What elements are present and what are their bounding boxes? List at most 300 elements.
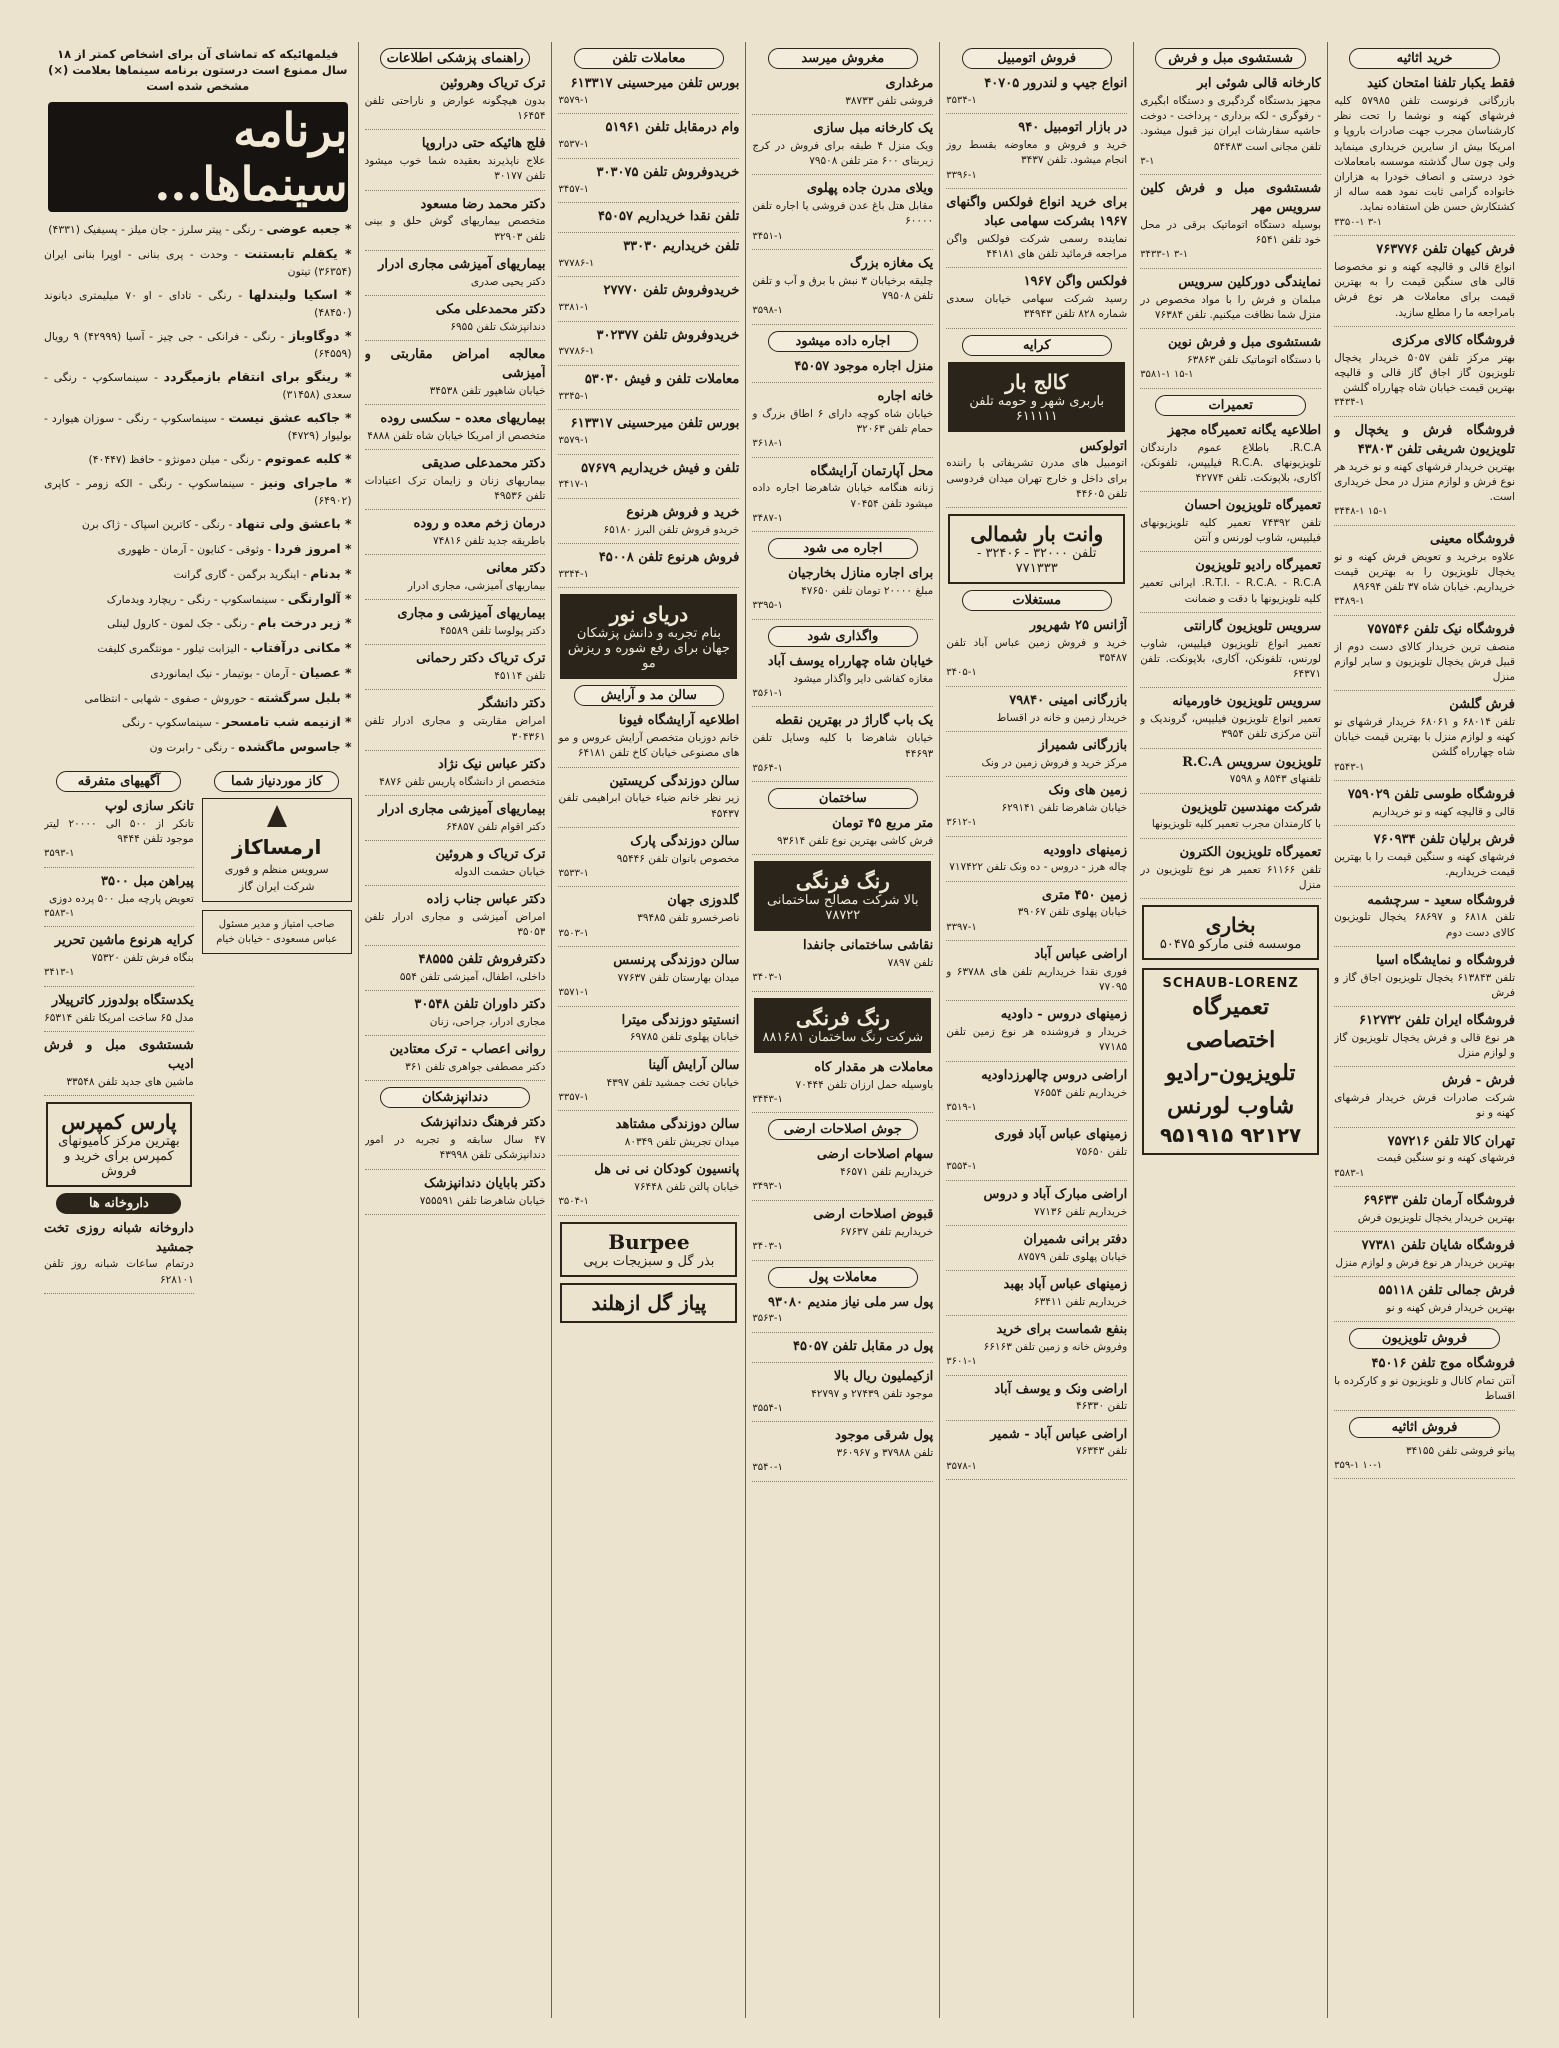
ad-title: تعمیرگاه رادیو تلویزیون [1195, 558, 1322, 574]
cinema-info: - رنگی - کاترین اسپاک - ژاک برن [81, 518, 236, 532]
ad-title: دکتر دانشگر [478, 696, 546, 712]
classified-ad [1334, 621, 1515, 692]
classified-ad [1334, 75, 1515, 236]
ad-code: ۳۴۰۵-۱ [946, 667, 977, 679]
classified-ad [1334, 241, 1515, 327]
classified-ad [1140, 497, 1321, 552]
ad-body: علاج ناپذیرند بعقیده شما خوب میشود تلفن ۳۰۱۷۷ [364, 155, 546, 183]
classified-ad [365, 1041, 546, 1081]
classified-ad [752, 712, 933, 782]
classified-ad [752, 653, 933, 708]
classified-ad [44, 873, 194, 928]
classified-ad [946, 119, 1127, 189]
classified-ad [752, 1059, 933, 1114]
ad-body: مرکز خرید و فروش زمین در ونک [981, 756, 1128, 769]
classified-ad [44, 798, 194, 868]
section-header: اجاره داده میشود [768, 331, 918, 352]
cinema-info: - وحدت - پری بنانی - اوپرا بنانی ایران (۳۶۳۵۴) تیتون [44, 248, 352, 278]
ad-title: مرغداری [885, 76, 934, 91]
ad-title: یک باب گاراژ در بهترین نقطه [775, 713, 934, 729]
ad-title: فروشگاه آرمان تلفن ۶۹۶۳۳ [1363, 1193, 1515, 1209]
ad-title: فروشگاه نیک تلفن ۷۵۷۵۴۶ [1367, 621, 1515, 637]
cinema-info: - رنگی - فرانکی - جی چیز - آسیا (۴۲۹۹۹) ۹ رویال (۶۴۵۵۹) [44, 329, 352, 360]
ad-code: ۳۴۹۳-۱ [752, 1181, 783, 1193]
ad-code: ۳۵۶۴-۱ [752, 762, 783, 774]
ad-title: زمینهای عباس آباد بهبد [1003, 1276, 1128, 1292]
classified-ad [946, 1006, 1127, 1061]
pharmacy-body: درتمام ساعات شبانه روز تلفن ۶۲۸۱۰۱ [44, 1258, 194, 1286]
ad-title: سرویس تلویزیون خاورمیانه [1172, 694, 1322, 710]
classified-ad [946, 194, 1127, 268]
cinema-info: - رنگی - جک لمون - کارول لینلی [107, 617, 258, 631]
ad-body: بهترین خریدار فرش کهنه و نو [1386, 1302, 1515, 1315]
ad-title: اتولوکس [1079, 438, 1128, 454]
cinema-info: - سینماسکوپ - رنگی - ریچارد ویدمارک [106, 592, 288, 606]
ad-code: ۳۶۱۸-۱ [752, 438, 783, 450]
ad-code: ۳۶۰۱-۱ [946, 1356, 977, 1368]
cinema-title: * یکقلم تابستنت [244, 246, 352, 262]
classified-ad [946, 737, 1127, 777]
gas-header: کاز موردنیاز شما [214, 771, 339, 792]
display-ad [754, 861, 931, 931]
ad-body: بازرگانی فرنوست تلفن ۵۷۹۸۵ کلیه فرشهای کهنه و نوشما را تحت نظر کارشناسان مجرب جهت صادرات باروپا و امریکا بیش از سایرین خریداری مینماید ولی چون سال گذشته موسسه بامعاملات خود درستی و انصاف خودرا به هزاران خانواده گرامی ثابت نمود همه ساله از کشتکارش حسن ظن استفاده نماید. [1334, 94, 1515, 214]
column-sales-rentals [745, 42, 939, 2018]
classified-ad [752, 937, 933, 992]
cinema-title: * زیر درخت بام [257, 615, 352, 631]
ad-code: ۳۴۰۳-۱ [752, 1241, 783, 1253]
ad-body: خیابان تخت جمشید تلفن ۴۳۹۷ [606, 1076, 740, 1089]
ad-code: ۳۵۰۴-۱ [558, 1196, 589, 1208]
section-header: مغروش میرسد [768, 48, 918, 69]
section-header: فروش تلویزیون [1349, 1328, 1499, 1349]
section-header: واگذاری شود [768, 626, 918, 647]
ad-title: گلدوزی جهان [667, 893, 740, 909]
display-ad-title: پیاز گل ازهلند [591, 1290, 707, 1315]
ad-title: پانسیون کودکان نی نی هل [594, 1162, 740, 1178]
ad-body: متخصص از دانشگاه پاریس تلفن ۴۸۷۶ [379, 775, 546, 788]
ad-body: مغازه کفاشی دایر واگذار میشود [793, 672, 934, 685]
ad-body: بیماریهای زنان و زایمان ترک اعتیادات تلفن ۴۹۵۳۶ [364, 474, 546, 502]
ad-title: زمینهای دروس - داودیه [1000, 1007, 1128, 1023]
ad-title: نمایندگی دورکلین سرویس [1178, 274, 1322, 290]
ad-body: تلفن ۷۴۳۹۲ تعمیر کلیه تلویزیونهای فیلیپس، شاوب لورنس و آنتن [1140, 517, 1322, 545]
ad-body: خرید و فروش زمین عباس آباد تلفن ۳۵۴۸۷ [946, 636, 1128, 665]
ad-title: خریدوفروش تلفن ۳۰۲۳۷۷ [596, 327, 740, 343]
classified-ad [558, 833, 739, 888]
cinema-listing [44, 474, 352, 509]
classified-ad [44, 992, 194, 1032]
ad-title: خیابان شاه چهارراه یوسف آباد [767, 653, 934, 669]
schaub-brand: SCHAUB-LORENZ [1162, 975, 1299, 991]
ad-title: سهام اصلاحات ارضی [816, 1147, 934, 1163]
ad-body: تلفن ۴۶۳۳۰ [1075, 1400, 1128, 1413]
classified-ad [1334, 892, 1515, 947]
cinema-info: - سینماسکوپ - رنگی - الکه زومر - کاپری (۶۴۹۰۲) [44, 477, 352, 508]
ad-title: سالن دوزندگی پرنسس [613, 953, 740, 969]
cinema-info: - وثوقی - کنایون - آرمان - ظهوری [117, 543, 275, 557]
ad-body: مجاری ادرار، جراحی، زنان [429, 1016, 546, 1029]
ad-title: بازرگانی شمیراز [1038, 737, 1128, 753]
ad-title: فروش هرنوع تلفن ۴۵۰۰۸ [598, 550, 740, 565]
ad-code: ۳۵۱۹-۱ [946, 1101, 977, 1113]
ad-body: تعمیر انواع تلویزیون فیلیپس، شاوب لورنس، تلفونکن، آکاری، بلاپونکت. تلفن ۶۴۳۷۱ [1140, 637, 1322, 681]
ad-title: دکتر محمد رضا مسعود [420, 196, 546, 212]
display-ad [1142, 905, 1319, 960]
cinema-info: - رنگی - پیتر سلرز - جان میلز - پسیفیک (۴۳۳۱) [48, 223, 267, 237]
ad-title: سالن دوزندگی پارک [630, 833, 740, 849]
ad-title: فرش گلشن [1449, 697, 1515, 713]
classified-ad [558, 415, 739, 454]
cinema-title: * آلوارنگی [287, 590, 352, 606]
ad-body: ماشین های جدید تلفن ۳۳۵۴۸ [66, 1075, 194, 1088]
ad-title: دکتر محمدعلی صدیقی [421, 455, 546, 471]
ad-title: فلج هائیکه حتی دراروپا [421, 136, 546, 152]
ad-title: بورس تلفن میرحسینی ۶۱۳۳۱۷ [570, 416, 740, 432]
ad-title: بیماریهای آمیزشی مجاری ادرار [378, 256, 546, 272]
ad-body: تلفن ۷۸۹۷ [887, 957, 934, 970]
classified-ad [1334, 531, 1515, 616]
ad-title: متر مربع ۴۵ تومان [832, 816, 934, 832]
ad-title: دکتر فرهنگ دندانپزشک [420, 1115, 546, 1131]
ad-body: خریداریم تلفن ۶۷۶۳۷ [840, 1225, 934, 1238]
ad-body: باطریقه جدید تلفن ۷۴۸۱۶ [432, 535, 546, 548]
classified-ad [365, 1114, 546, 1169]
section-header: شستشوی مبل و فرش [1155, 48, 1305, 69]
ad-body: علاوه برخرید و تعویض فرش کهنه و نو یخچال تلویزیون را به بهترین قیمت خریداریم. خیابان شاه ۳۷ تلفن ۸۹۶۹۴ [1334, 550, 1515, 593]
ad-body: خریداریم تلفن ۷۶۵۵۴ [1033, 1086, 1128, 1099]
ad-body: مبلمان و فرش را با مواد مخصوص در منزل شما نظافت میکنیم. تلفن ۷۶۳۸۴ [1140, 293, 1322, 321]
classified-ad [1334, 1192, 1515, 1232]
ad-body: تلفن ۳۷۹۸۸ و ۳۶۰۹۶۷ [836, 1447, 934, 1460]
ad-body: انواع قالی و قالیچه کهنه و نو مخصوصا قالی های سنگین قیمت را به بهترین قیمت برای معاملات هر نوع فرش بامراجعه ما را مطلع سازید. [1334, 260, 1515, 319]
classified-ad [365, 346, 546, 405]
cinema-info: - رنگی - رابرت ون [149, 741, 239, 755]
ad-body: داخلی، اطفال، آمیزشی تلفن ۵۵۴ [399, 971, 546, 984]
classified-ad [365, 135, 546, 190]
ad-body: خیابان شاهرضا تلفن ۶۲۹۱۴۱ [1001, 801, 1128, 814]
classified-ad [1140, 693, 1321, 748]
cinema-age-note: فیلمهائیکه که تماشای آن برای اشخاص کمتر از ۱۸ سال ممنوع است درستون برنامه سینماها بعلامت (×) مشخص شده است [48, 47, 348, 94]
cinema-title: * باعشق ولی تنهاد [235, 516, 352, 532]
pars-title: پارس کمپرس [61, 1109, 177, 1134]
classified-ad [365, 951, 546, 991]
ad-title: زمینهای داوودیه [1043, 842, 1128, 858]
column-container [38, 42, 1521, 2018]
display-ad-body: باربری شهر و حومه تلفن ۶۱۱۱۱۱ [969, 393, 1105, 424]
cinema-info: - الیزابت تیلور - مونتگمری کلیفت [97, 642, 251, 656]
ad-body: متخصص از امریکا خیابان شاه تلفن ۴۸۸۸ [367, 429, 546, 442]
ad-body: تعویض پارچه مبل ۵۰۰ پرده دوزی [48, 892, 194, 905]
classified-ad [1140, 844, 1321, 899]
ad-body: بنگاه فرش تلفن ۷۵۳۲۰ [91, 952, 194, 965]
cinema-info: - سینماسکوپ - رنگی - سوزان هیوارد - بولیوار (۴۷۲۹) [44, 411, 352, 442]
cinema-banner: برنامه سینماها... [48, 102, 348, 212]
classified-ad [946, 946, 1127, 1001]
classified-ad [752, 1368, 933, 1423]
classified-ad [558, 164, 739, 203]
classified-ad [946, 1231, 1127, 1271]
ad-body: بهترین خریدار فرشهای کهنه و نو خرید هر نوع فرش و لوازم منزل در محل خریداری است. [1334, 460, 1515, 503]
ad-code: ۳۳۴۴-۱ [558, 568, 589, 580]
cinema-title: * جاکبه عشق نیست [228, 409, 352, 425]
section-header: دندانپزشکان [380, 1087, 530, 1108]
column-phone-trades [551, 42, 745, 2018]
ad-code: ۳۴۳۴-۱ [1334, 397, 1365, 409]
classified-ad [946, 617, 1127, 687]
ad-body: تلفن ۶۸۱۸ و ۶۸۶۹۷ یخچال تلویزیون کالای دست دوم [1334, 911, 1515, 939]
classified-ad [1334, 831, 1515, 886]
classified-ad [946, 1381, 1127, 1421]
classified-ad [752, 388, 933, 458]
ad-title: فروشگاه سعید - سرچشمه [1367, 892, 1515, 908]
ad-title: در بازار اتومبیل ۹۴۰ [1018, 120, 1128, 136]
classified-ad [365, 891, 546, 946]
ad-title: فروشگاه و نمایشگاه اسیا [1375, 952, 1515, 968]
cinema-listing [44, 515, 352, 534]
section-header: معاملات تلفن [574, 48, 724, 69]
ad-code: ۳۷۷۸۶-۱ [558, 346, 595, 358]
classified-ad [558, 952, 739, 1007]
cinema-title: * جعبه عوضی [266, 221, 352, 237]
ad-title: نقاشی ساختمانی جانفدا [802, 938, 934, 954]
classified-ad [1140, 557, 1321, 612]
classified-ad [365, 256, 546, 296]
display-ad-title: رنگ فرنگی [795, 1005, 890, 1030]
ad-code: ۳۵۷۱-۱ [558, 987, 589, 999]
section-header: کرایه [962, 335, 1112, 356]
ad-body: میدان تجریش تلفن ۸۰۳۴۹ [624, 1136, 740, 1149]
display-ad-title: دریای نور [609, 602, 689, 627]
ad-code: ۳۳۵۷-۱ [558, 1091, 589, 1103]
ad-body: موجود تلفن ۲۷۴۳۹ و ۴۲۷۹۷ [811, 1387, 934, 1400]
ad-title: برای خرید انواع فولکس واگنهای ۱۹۶۷ بشرکت سهامی عباد [946, 195, 1128, 229]
ad-code: ۳۷۷۸۶-۱ [558, 257, 595, 269]
ad-body: بدون هیچگونه عوارض و ناراحتی تلفن ۱۶۴۵۴ [364, 94, 546, 123]
ad-title: زمین های ونک [1048, 782, 1128, 798]
ad-title: فقط یکبار تلفنا امتحان کنید [1367, 76, 1515, 91]
ad-body: مبلغ ۲۰۰۰۰ تومان تلفن ۴۷۶۵۰ [801, 585, 934, 598]
pharmacy-title: داروخانه شبانه روزی تخت جمشید [44, 1220, 194, 1255]
cinema-title: * مکانی درآفتاب [250, 640, 352, 656]
ad-title: بیماریهای آمیزشی و مجاری [397, 606, 546, 622]
ad-body: دکتر یحیی صدری [470, 275, 546, 288]
classified-ad [1140, 618, 1321, 689]
cinema-info: - حوروش - صفوی - شهابی - انتظامی [84, 691, 258, 705]
ad-title: اراضی مبارک آباد و دروس [983, 1186, 1128, 1202]
column-cinema [38, 42, 358, 2018]
ad-body: مجهز بدستگاه گردگیری و دستگاه ابگیری - رفوگری - لکه برداری - پرداخت - دوخت حاشیه سفارشات ایران نیز قبول میشود. تلفن مجانی است ۵۴۴۸۳ [1140, 94, 1322, 153]
classified-ad [44, 1037, 194, 1096]
gas-section [202, 765, 352, 1299]
ad-title: فولکس واگن ۱۹۶۷ [1023, 274, 1128, 290]
ad-code: ۳۴۰۳-۱ [752, 972, 783, 984]
ad-title: تلفن نقدا خریداریم ۴۵۰۵۷ [598, 209, 740, 225]
ad-title: تلفن و فیش خریداریم ۵۷۶۷۹ [581, 460, 740, 476]
display-ad [948, 514, 1125, 584]
ad-body: امراض آمیزشی و مجاری ادرار تلفن ۳۵۰۵۳ [364, 910, 546, 938]
ad-code: ۳۴۸۹-۱ [1334, 596, 1365, 608]
ad-title: یک مغازه بزرگ [849, 256, 934, 272]
classified-ad [365, 75, 546, 130]
ad-title: اراضی عباس آباد [1034, 947, 1128, 963]
display-ad [560, 1222, 737, 1277]
classified-ad [558, 712, 739, 767]
ad-title: فروشگاه طوسی تلفن ۷۵۹۰۲۹ [1347, 787, 1515, 803]
ad-body: خیابان پالتن تلفن ۷۶۴۴۸ [634, 1181, 740, 1194]
ad-code: ۳۵۸۱-۱ ۱۵-۱ [1140, 369, 1194, 381]
ad-body: خریداریم تلفن ۷۷۱۳۶ [1033, 1205, 1128, 1218]
ad-code: ۳۵۸۳-۱ [1334, 1167, 1365, 1179]
ad-body: تلفن ۶۱۳۸۴۳ یخچال تلویزیون اجاق گاز و فرش [1334, 971, 1515, 999]
classified-ad [558, 119, 739, 158]
ad-body: زیر نظر خانم ضیاء خیابان ابراهیمی تلفن ۴۵۴۳۷ [558, 792, 740, 820]
ad-title: فروشگاه معینی [1430, 531, 1515, 547]
section-header: راهنمای پزشکی اطلاعات [380, 48, 530, 69]
ad-body: اتومبیل های مدرن تشریفاتی با راننده برای داخل و خارج تهران میدان فردوسی تلفن ۴۴۶۰۵ [946, 457, 1128, 500]
cinema-listing [44, 220, 352, 239]
classified-ad [1334, 1012, 1515, 1067]
classified-ad [1140, 334, 1321, 389]
ad-body: خرید و فروش و معاوضه بقسط روز انجام میشود. تلفن ۳۴۳۷ [946, 139, 1128, 167]
classified-ad [752, 358, 933, 383]
schaub-lorenz-ad [1142, 968, 1319, 1155]
ad-title: زمینهای عباس آباد فوری [994, 1127, 1128, 1143]
classified-ad [752, 1146, 933, 1201]
display-ad-title: بخاری [1205, 912, 1256, 937]
ad-body: ویک منزل ۴ طبقه برای فروش در کرج زیربنای ۶۰۰ متر تلفن ۷۹۵۰۸ [752, 139, 934, 168]
ad-body: دکتر اقوام تلفن ۶۴۸۵۷ [446, 820, 546, 833]
ad-title: تلفن خریداریم ۳۳۰۳۰ [623, 238, 740, 254]
classified-ad [752, 1427, 933, 1482]
column-furniture-purchase [1327, 42, 1521, 2018]
ad-code: ۳۴۴۳-۱ [752, 1093, 783, 1105]
ad-title: اراضی دروس چالهرزداودیه [981, 1067, 1128, 1083]
ad-title: فروشگاه کالای مرکزی [1392, 332, 1515, 348]
column-cars-realestate [939, 42, 1133, 2018]
cinema-title: * دوگاوباز [288, 327, 352, 343]
classified-ad [1334, 1133, 1515, 1188]
cinema-title: * رینگو برای انتقام بازمیگردد [163, 368, 352, 384]
ad-title: خانه اجاره [877, 388, 934, 404]
ad-title: بیماریهای معده - سکسی روده [380, 410, 546, 426]
ad-title: یک کارخانه مبل سازی [813, 121, 934, 137]
classified-ad [365, 801, 546, 841]
ad-body: خریدو فروش تلفن البرز ۶۵۱۸۰ [603, 523, 740, 536]
ad-title: سالن دوزندگی مشتاهد [615, 1117, 740, 1133]
classified-ad [946, 1426, 1127, 1481]
classified-ad [1140, 799, 1321, 839]
ad-body: نماینده رسمی شرکت فولکس واگن مراجعه فرمائید تلفن های ۴۴۱۸۱ [946, 232, 1128, 261]
classified-ad [558, 1161, 739, 1216]
ad-body: تلفن ۴۵۱۱۴ [494, 670, 546, 683]
gas-body: سرویس منظم و فوری شرکت ایران گاز [224, 863, 329, 893]
cinema-listing [44, 409, 352, 444]
classified-ad [752, 120, 933, 175]
ad-title: سرویس تلویزیون گارانتی [1183, 618, 1322, 634]
ad-body: تانکر از ۵۰۰ الی ۲۰۰۰۰ لیتر موجود تلفن ۹۴۴۴ [44, 817, 194, 845]
ad-title: دکتر عباس نیک نژاد [437, 756, 546, 772]
ad-title: بیماریهای آمیزشی مجاری ادرار [378, 801, 546, 817]
ad-body: بهتر مرکز تلفن ۵۰۵۷ خریدار یخچال تلویزیون گاز اجاق گاز قالی و قالیچه بهترین قیمت خیابان شاه چهارراه گلشن [1334, 351, 1515, 395]
pharmacy-header: داروخانه ها [56, 1193, 181, 1214]
ad-body: R.C.A. باطلاع عموم دارندگان تلویزیونهای .R.C.A فیلیپس، تلفونکن، آکاری، بلاپونکت. تلفن ۴۲۷۷۴ [1140, 441, 1322, 484]
ad-title: تهران کالا تلفن ۷۵۷۲۱۶ [1387, 1133, 1515, 1149]
cinema-info: - رنگی - میلن دمونژو - حافظ (۴۰۴۴۷) [88, 452, 265, 466]
ad-title: پول سر ملی نیاز مندیم ۹۳۰۸۰ [768, 1294, 934, 1310]
ad-body: قالی و قالیچه کهنه و نو خریداریم [1372, 806, 1515, 818]
ad-code: ۳۵۹۳-۱ [44, 848, 75, 860]
classified-ad [558, 282, 739, 321]
ad-title: پیراهن مبل ۳۵۰۰ [100, 873, 194, 889]
ad-title: ترک تریاک وهروئین [439, 76, 546, 91]
ad-code: ۳۵۷۹-۱ [558, 94, 589, 106]
section-header: فروش اتومبیل [962, 48, 1112, 69]
classified-ad [752, 1294, 933, 1333]
cinema-title: * امروز فردا [274, 541, 352, 557]
classified-ad [1334, 1072, 1515, 1127]
ad-body: چاله هرز - دروس - ده ونک تلفن ۷۱۷۴۲۲ [949, 861, 1128, 874]
classified-ad [365, 756, 546, 796]
ad-body: خریدار زمین و خانه در اقساط [996, 711, 1128, 724]
classified-ad [752, 1338, 933, 1363]
ad-code: ۳۵۳۳-۱ [558, 867, 589, 879]
cinema-listing [44, 540, 352, 559]
ad-title: اطلاعیه یگانه تعمیرگاه مجهز [1167, 422, 1322, 438]
ad-body: مقابل هتل باغ عدن فروشی یا اجاره تلفن ۶۰۰۰۰ [752, 200, 934, 228]
display-ad [560, 1283, 737, 1323]
cinema-info: - سینماسکوپ - رنگی - سعدی (۳۱۴۵۸) [44, 370, 352, 401]
ad-title: تعمیرگاه تلویزیون احسان [1184, 498, 1322, 514]
ad-code: ۳۴۱۳-۱ [44, 967, 75, 979]
classified-ad [1334, 1237, 1515, 1277]
classified-ad [558, 208, 739, 233]
ad-code: ۳۵۳۴-۱ [946, 94, 977, 106]
cinema-info: - سینماسکوپ - رنگی [122, 716, 223, 730]
ad-title: درمان زخم معده و روده [413, 516, 546, 532]
classified-ad [365, 515, 546, 555]
ad-body: تلفن ۷۵۶۵۰ [1075, 1146, 1128, 1159]
ad-title: انواع جیپ و لندرور ۴۰۷۰۵ [984, 76, 1128, 91]
ad-title: معاملات تلفن و فیش ۵۳۰۳۰ [584, 371, 740, 387]
ad-title: تلویزیون سرویس R.C.A [1182, 754, 1322, 770]
classified-ad [365, 301, 546, 341]
ad-code: ۳۳۸۱-۱ [558, 302, 589, 314]
classified-ad [1140, 75, 1321, 175]
ad-body: فرشهای کهنه و نو سنگین قیمت [1376, 1152, 1515, 1165]
ad-body: دندانپزشک تلفن ۶۹۵۵ [450, 320, 546, 333]
cinema-title: * اسکیا ولیندلها [248, 286, 352, 302]
cinema-title: * بلبل سرگشته [257, 689, 352, 705]
classified-ad [752, 815, 933, 855]
ad-body: R.T.I. - R.C.A. - R.C.A. ایرانی تعمیر کلیه تلویزیونها با دقت و ضمانت [1140, 577, 1322, 605]
ad-code: ۳۴۵۷-۱ [558, 183, 589, 195]
classified-ad [558, 327, 739, 366]
ad-body: دکتر پولوسا تلفن ۴۵۵۸۹ [439, 625, 546, 638]
classified-ad [1334, 696, 1515, 781]
classified-ad [365, 605, 546, 645]
classified-ad [1140, 274, 1321, 329]
ad-title: قبوض اصلاحات ارضی [813, 1206, 934, 1222]
section-header: جوش اصلاحات ارضی [768, 1119, 918, 1140]
classified-ad [558, 1012, 739, 1052]
ad-code: ۳۵۴۰-۱ [752, 1462, 783, 1474]
display-ad-title: Burpee [608, 1229, 690, 1254]
schaub-phone: ۹۲۱۲۷ ۹۵۱۹۱۵ [1160, 1122, 1302, 1147]
ad-body: بوسیله دستگاه اتوماتیک برقی در محل خود تلفن ۶۵۴۱ [1140, 218, 1322, 247]
ad-body: فرش کاشی بهترین نوع تلفن ۹۳۶۱۴ [777, 835, 934, 848]
cinema-listings [44, 220, 352, 757]
classified-ad [1334, 786, 1515, 826]
